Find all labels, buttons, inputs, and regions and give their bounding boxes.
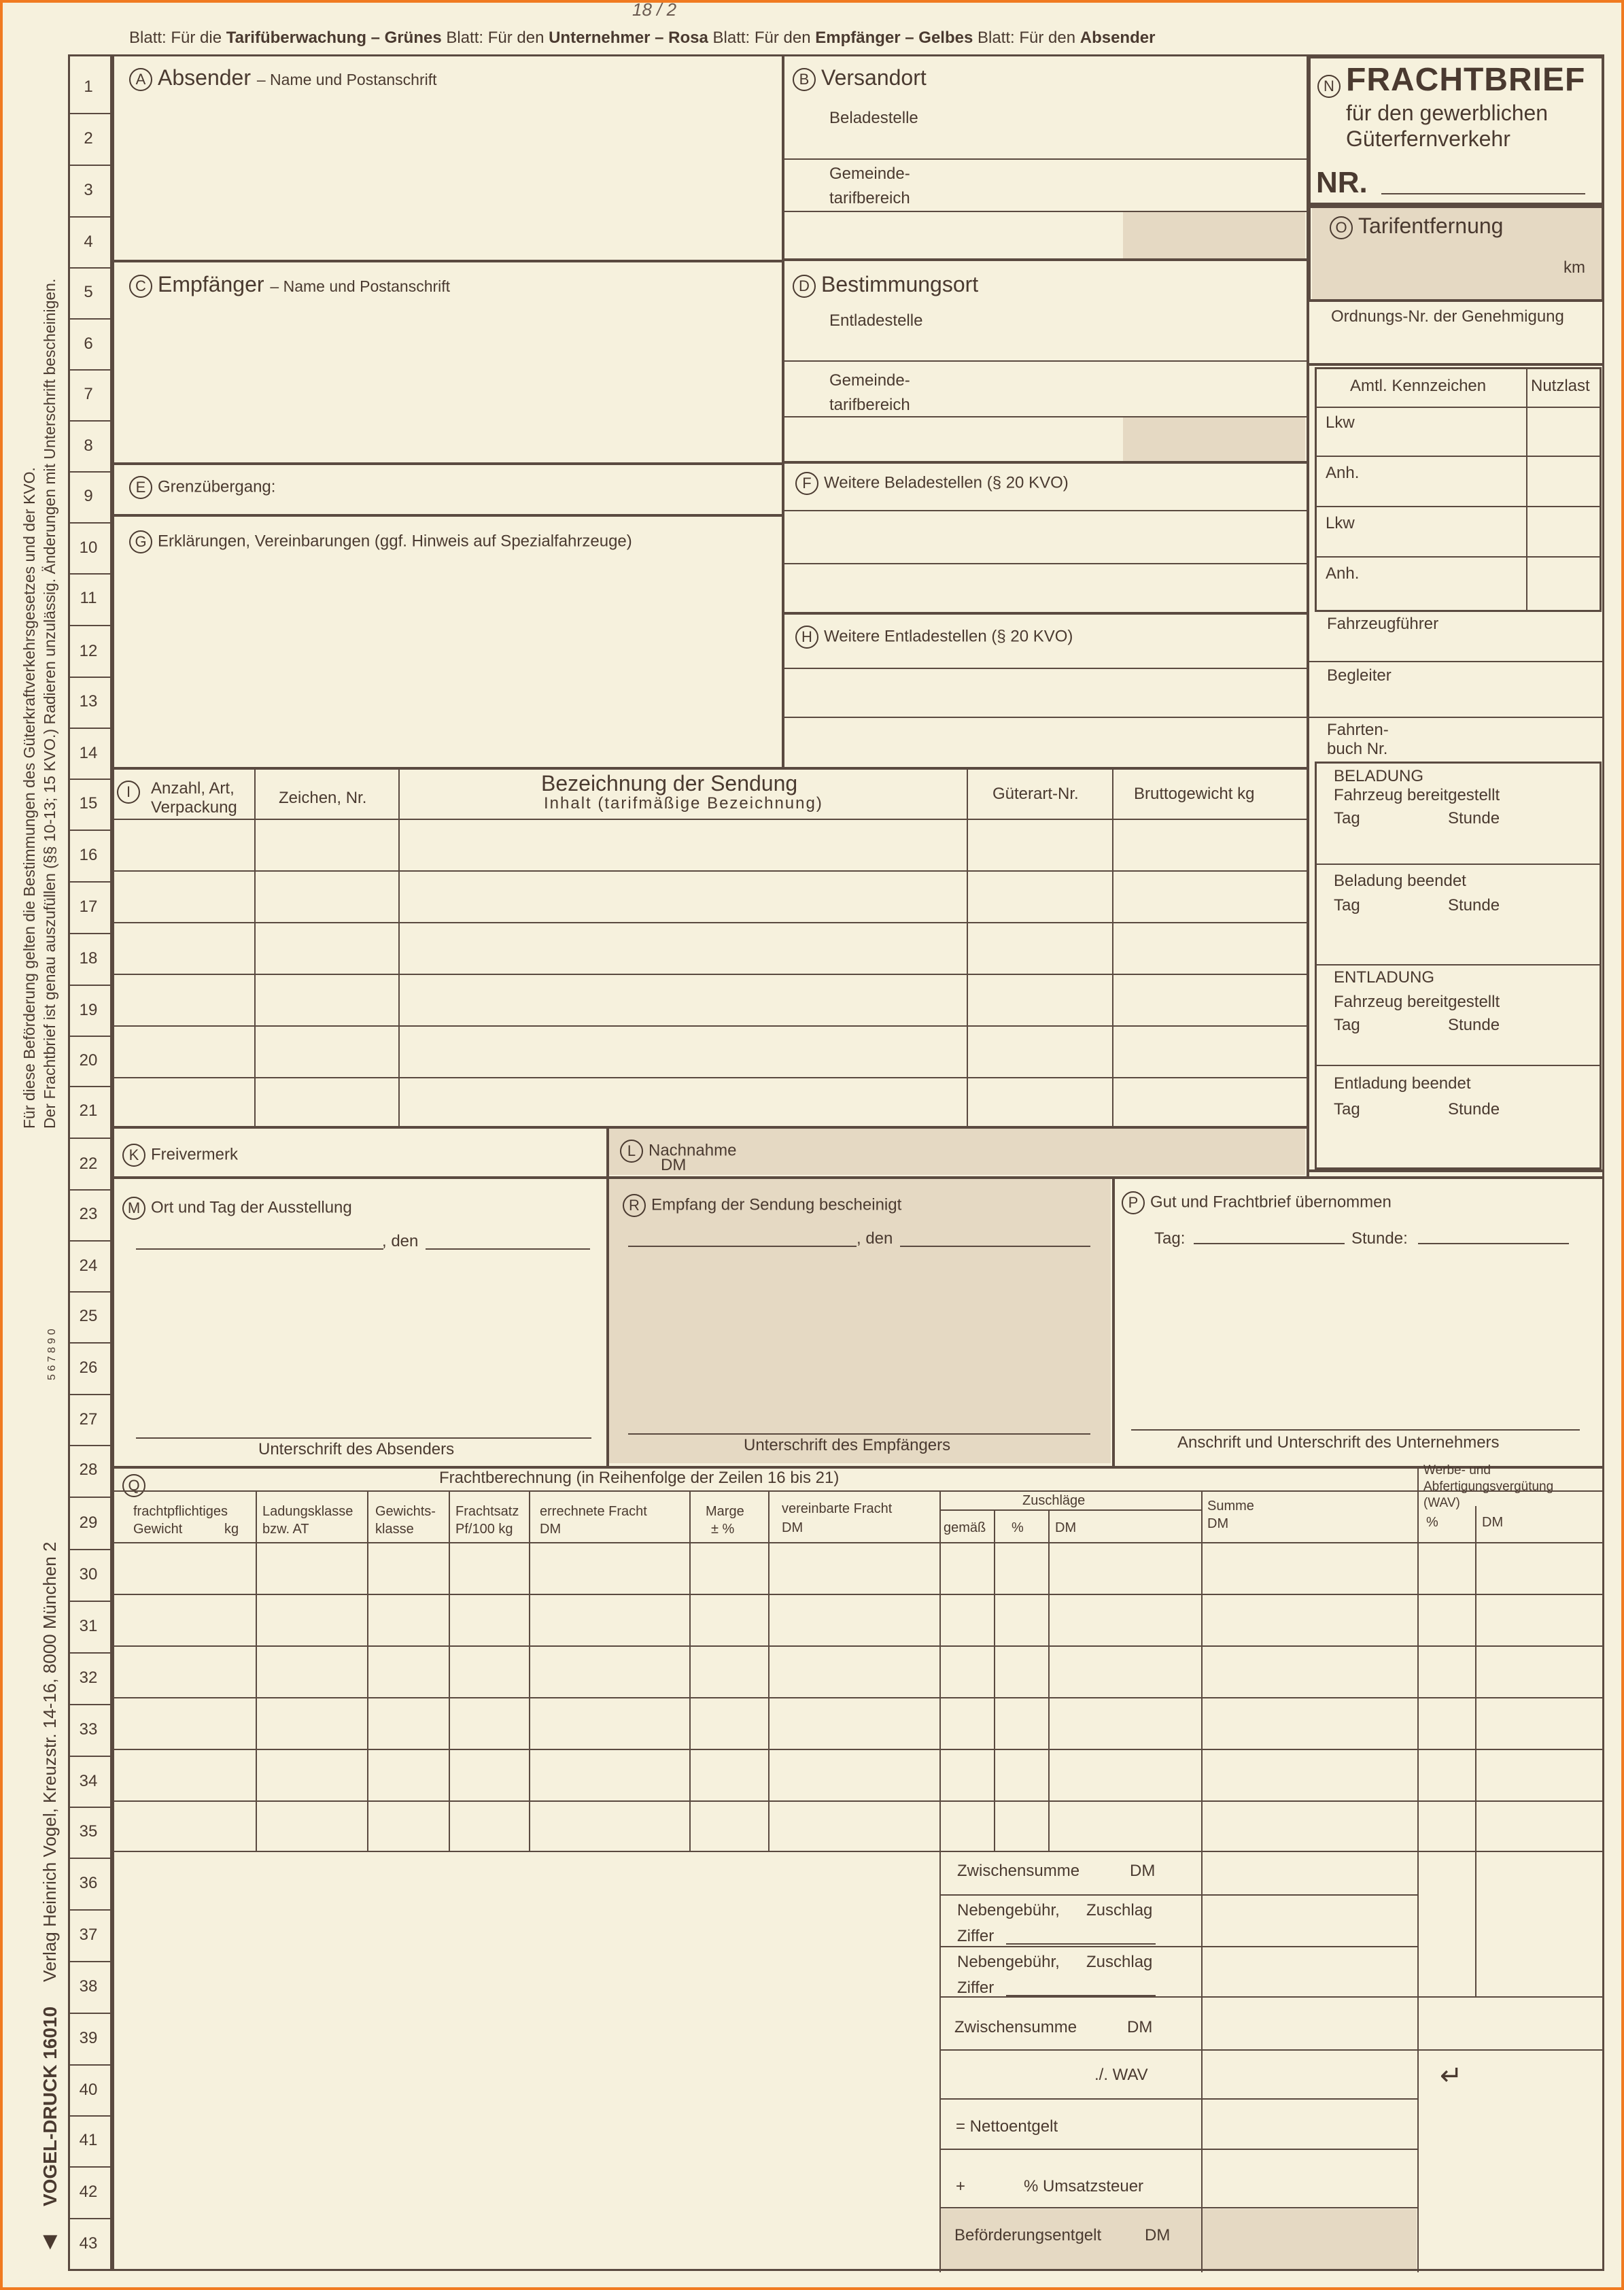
row-number: 1 [84,78,93,96]
tag-4: Tag [1334,1100,1360,1118]
row-tick [68,933,114,934]
row-tick [68,471,114,473]
p-sign-label: Anschrift und Unterschrift des Unternehmers [1177,1433,1500,1452]
item-row-line [112,974,1307,975]
zuschlag-pct-header: % [1012,1520,1024,1535]
item-row-line [112,1077,1307,1078]
row-number: 33 [79,1720,98,1739]
item-row-line [112,922,1307,923]
calc-h1a: frachtpflichtiges [133,1504,228,1519]
row-tick [68,216,114,218]
tarifentfernung-unit: km [1563,258,1585,277]
m-sign-label: Unterschrift des Absenders [258,1440,455,1458]
row-number: 27 [79,1410,98,1429]
zuschlag-2: Zuschlag [1086,1953,1153,1971]
row-tick [68,1497,114,1498]
row-number: 19 [79,1001,98,1019]
item-row-line [112,870,1307,872]
section-k-title: K Freivermerk [122,1144,238,1167]
gemeinde-d-1: Gemeinde- [829,371,910,390]
wav-dm-header: DM [1482,1515,1504,1530]
frachtbrief-sub1: für den gewerblichen [1346,101,1549,125]
row-number: 21 [79,1101,98,1120]
wav-header-3: (WAV) [1423,1496,1460,1510]
row-tick [68,1652,114,1654]
row-number: 34 [79,1772,98,1790]
row-tick [68,1138,114,1139]
section-c-title: C Empfänger – Name und Postanschrift [129,272,450,298]
tag-2: Tag [1334,896,1360,915]
stunde-4: Stunde [1448,1100,1500,1118]
begleiter-label: Begleiter [1327,666,1392,685]
ziffer-1: Ziffer [957,1927,995,1945]
section-m-title: M Ort und Tag der Ausstellung [122,1197,352,1220]
section-d-title: D Bestimmungsort [793,272,978,298]
row-tick [68,1189,114,1191]
kennzeichen-header: Amtl. Kennzeichen [1350,377,1487,395]
zeichen-header: Zeichen, Nr. [279,789,367,807]
row-number: 25 [79,1307,98,1325]
row-tick [68,728,114,729]
bereit-1: Fahrzeug bereitgestellt [1334,786,1500,804]
section-i-col1: I [117,781,145,804]
calc-h5a: errechnete Fracht [540,1504,647,1519]
row-tick [68,1240,114,1242]
row-number: 6 [84,335,93,353]
row-number: 36 [79,1874,98,1892]
row-number: 10 [79,539,98,557]
gemeinde-d-2: tarifbereich [829,396,910,414]
wav-label: ./. WAV [1094,2066,1148,2084]
row-tick [68,830,114,831]
calc-h2b: bzw. AT [262,1522,309,1537]
entladung-heading: ENTLADUNG [1334,968,1435,987]
row-number: 9 [84,487,93,505]
vehicle-row-anh-2: Anh. [1326,564,1360,583]
row-number: 14 [79,744,98,762]
row-number: 12 [79,642,98,660]
item-row-line [112,819,1307,820]
calc-row-line [112,1851,1604,1852]
tarifentfernung-title: O Tarifentfernung [1330,213,1503,239]
beladung-beendet: Beladung beendet [1334,872,1466,890]
wav-pct-header: % [1426,1515,1438,1530]
stunde-3: Stunde [1448,1016,1500,1034]
row-tick [68,2013,114,2014]
vehicle-row-lkw-1: Lkw [1326,413,1355,432]
zwischensumme-1-dm: DM [1130,1862,1156,1880]
wav-arrow-icon: ↵ [1440,2061,1463,2091]
zuschlag-1: Zuschlag [1086,1901,1153,1919]
row-tick [68,1858,114,1859]
header-top-line: Blatt: Für die Tarifüberwachung – Grünes Blatt: Für den Unternehmer – Rosa Blatt: Für den Empfänger – Gelbes Blatt: Für den Absender [129,29,1156,47]
section-f-title: F Weitere Beladestellen (§ 20 KVO) [795,472,1069,495]
row-tick [68,1909,114,1911]
calc-row-line [112,1697,1604,1698]
ziffer-2: Ziffer [957,1979,995,1997]
row-number: 42 [79,2183,98,2201]
row-tick [68,625,114,626]
row-tick [68,165,114,166]
gemeinde-b-2: tarifbereich [829,189,910,207]
ordnungs-nr-label: Ordnungs-Nr. der Genehmigung [1331,307,1564,326]
nutzlast-header: Nutzlast [1531,377,1590,395]
frachtbrief-nr-line[interactable] [1381,193,1585,194]
row-number: 38 [79,1977,98,1996]
p-tag: Tag: [1154,1229,1186,1248]
row-number: 11 [80,589,97,607]
frachtbrief-title: N FRACHTBRIEF [1317,61,1585,99]
row-tick [68,573,114,575]
stunde-1: Stunde [1448,809,1500,827]
anzahl-header-1: Anzahl, Art, [151,779,235,798]
wav-header-2: Abfertigungsvergütung [1423,1480,1554,1494]
row-tick [68,1601,114,1602]
calc-h2a: Ladungsklasse [262,1504,353,1519]
row-number: 30 [79,1565,98,1584]
entladung-beendet: Entladung beendet [1334,1074,1471,1093]
befoerderungsentgelt-label: Beförderungsentgelt [954,2226,1102,2244]
calc-row-line [112,1645,1604,1647]
row-number: 3 [84,181,93,199]
calc-h4b: Pf/100 kg [455,1522,513,1537]
calc-h7a: vereinbarte Fracht [782,1501,893,1516]
row-number: 20 [79,1051,98,1070]
stunde-2: Stunde [1448,896,1500,915]
row-tick [68,881,114,883]
row-tick [68,420,114,422]
row-number: 26 [79,1358,98,1377]
zuschlaege-header: Zuschläge [1022,1493,1086,1508]
row-tick [68,522,114,524]
calc-h3a: Gewichts- [375,1504,436,1519]
fahrtenbuch-label-2: buch Nr. [1327,740,1388,758]
gemass-header: gemäß [944,1520,986,1535]
calc-h1b: Gewicht [133,1522,183,1537]
row-number: 22 [79,1155,98,1173]
section-a-title: A Absender – Name und Postanschrift [129,65,437,91]
section-q-letter: Q [122,1474,151,1497]
row-tick [68,113,114,114]
row-tick [68,1704,114,1705]
calc-h3b: klasse [375,1522,414,1537]
row-tick [68,1807,114,1808]
section-l-title: L Nachnahme [620,1140,736,1163]
vehicle-row-lkw-2: Lkw [1326,514,1355,532]
section-e-title: E Grenzübergang: [129,476,275,499]
item-row-line [112,1025,1307,1027]
calc-row-line [112,1749,1604,1750]
calc-h1c: kg [224,1522,239,1537]
frachtbrief-sub2: Güterfernverkehr [1346,126,1510,151]
row-number: 23 [79,1205,98,1223]
m-den: , den [382,1232,419,1250]
tag-3: Tag [1334,1016,1360,1034]
row-tick [68,1291,114,1293]
side-text-line2: Der Frachtbrief ist genau auszufüllen (§§ 10-13; 15 KVO.) Radieren unzulässig. Änderungen mit Unterschrift bescheinigen. [41,278,58,1129]
befoerderungsentgelt-dm: DM [1145,2226,1171,2244]
section-p-title: P Gut und Frachtbrief übernommen [1122,1191,1392,1214]
row-tick [68,2064,114,2066]
handwritten-mark: 18 / 2 [632,0,677,20]
row-tick [68,369,114,371]
gemeinde-b-1: Gemeinde- [829,165,910,183]
r-sign-label: Unterschrift des Empfängers [744,1436,951,1454]
row-tick [68,318,114,320]
wav-header-1: Werbe- und [1423,1463,1491,1477]
publisher-text: Verlag Heinrich Vogel, Kreuzstr. 14-16, 8000 München 2 [39,1541,60,1982]
row-number: 15 [79,794,98,813]
row-tick [68,1086,114,1087]
bruttogewicht-header: Bruttogewicht kg [1134,785,1255,803]
row-number: 41 [79,2131,98,2149]
section-b-title: B Versandort [793,65,927,91]
row-tick [68,1342,114,1344]
r-den: , den [857,1229,893,1248]
row-tick [68,1445,114,1446]
frachtbrief-nr-label: NR. [1316,166,1368,199]
row-number: 39 [79,2029,98,2047]
calc-h6a: Marge [706,1504,744,1519]
row-number: 24 [79,1257,98,1275]
row-number: 7 [84,385,93,403]
row-number: 18 [79,949,98,968]
empfang-box[interactable] [609,1179,1111,1463]
calc-h5b: DM [540,1522,562,1537]
brand-text: VOGEL-DRUCK 16010 [39,2006,61,2206]
row-number: 32 [79,1669,98,1687]
zuschlag-dm-header: DM [1055,1520,1077,1535]
row-tick [68,677,114,678]
calc-row-line [112,1542,1604,1543]
ust-plus: + [956,2177,966,2195]
row-tick [68,2218,114,2219]
row-tick [68,2115,114,2117]
nettoentgelt-label: = Nettoentgelt [956,2117,1058,2136]
section-h-title: H Weitere Entladestellen (§ 20 KVO) [795,626,1073,649]
bereit-2: Fahrzeug bereitgestellt [1334,993,1500,1011]
row-number: 17 [79,898,98,916]
p-stunde: Stunde: [1351,1229,1408,1248]
frachtberechnung-title: Frachtberechnung (in Reihenfolge der Zeilen 16 bis 21) [439,1469,840,1487]
calc-row-line [112,1594,1604,1595]
row-number: 13 [79,692,98,711]
row-tick [68,267,114,269]
row-number: 40 [79,2081,98,2099]
row-tick [68,985,114,986]
row-number: 35 [79,1822,98,1841]
row-tick [68,779,114,780]
side-text-line1: Für diese Beförderung gelten die Bestimmungen des Güterkraftverkehrsgesetzes und der KVO. [20,467,38,1129]
nebengebuehr-2: Nebengebühr, [957,1953,1060,1971]
row-number: 8 [84,437,93,455]
calc-h7b: DM [782,1520,804,1535]
row-tick [68,1961,114,1962]
fahrzeugfuehrer-label: Fahrzeugführer [1327,615,1439,633]
nebengebuehr-1: Nebengebühr, [957,1901,1060,1919]
bezeichnung-header: Bezeichnung der Sendung [541,771,798,796]
row-number: 5 [84,283,93,301]
anzahl-header-2: Verpackung [151,798,237,817]
row-tick [68,2166,114,2168]
vehicle-row-anh-1: Anh. [1326,464,1360,482]
inhalt-header: Inhalt (tarifmäßige Bezeichnung) [544,794,823,813]
calc-row-line [112,1800,1604,1802]
row-number: 16 [79,846,98,864]
tag-1: Tag [1334,809,1360,827]
summe-header: Summe [1207,1499,1254,1514]
gueterart-header: Güterart-Nr. [992,785,1079,803]
row-tick [68,1036,114,1037]
row-tick [68,1394,114,1395]
section-g-title: G Erklärungen, Vereinbarungen (ggf. Hinweis auf Spezialfahrzeuge) [129,530,632,553]
row-number: 28 [79,1460,98,1479]
calc-h6b: ± % [711,1522,735,1537]
beladestelle-label: Beladestelle [829,109,918,127]
section-r-title: R Empfang der Sendung bescheinigt [623,1194,901,1217]
row-number: 31 [79,1617,98,1635]
code-text: 5 6 7 8 9 0 [46,1329,58,1380]
row-number: 43 [79,2234,98,2253]
nachnahme-unit: DM [661,1156,687,1174]
zwischensumme-2-dm: DM [1127,2018,1153,2036]
ust-label: % Umsatzsteuer [1024,2177,1144,2195]
zwischensumme-1: Zwischensumme [957,1862,1080,1880]
fahrtenbuch-label-1: Fahrten- [1327,721,1389,739]
row-number: 37 [79,1926,98,1944]
summe-dm-header: DM [1207,1516,1229,1531]
entladestelle-label: Entladestelle [829,311,923,330]
brand-logo-icon: ▼ [38,2227,63,2255]
zwischensumme-2: Zwischensumme [954,2018,1077,2036]
row-tick [68,1756,114,1757]
row-tick [68,1549,114,1550]
calc-h4a: Frachtsatz [455,1504,519,1519]
row-number: 2 [84,129,93,148]
row-number: 4 [84,233,93,251]
beladung-heading: BELADUNG [1334,767,1424,785]
row-number: 29 [79,1514,98,1532]
